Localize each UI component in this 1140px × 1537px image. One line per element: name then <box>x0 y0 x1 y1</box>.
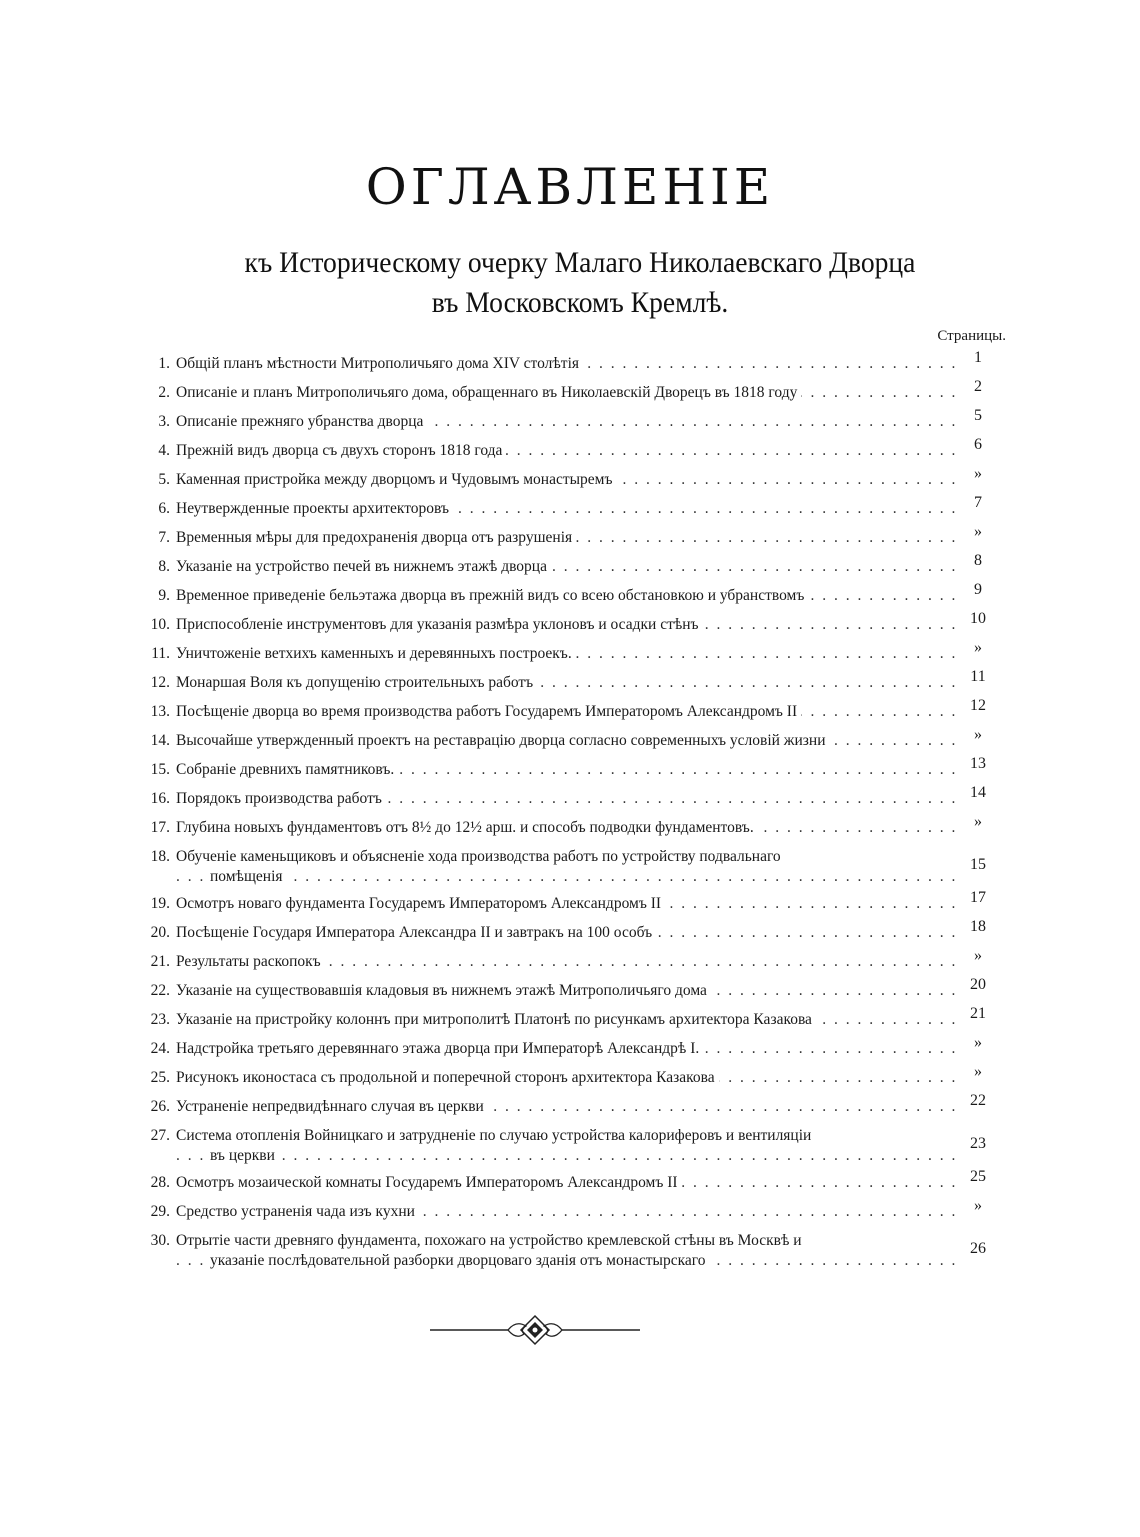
toc-entry-title: Посѣщеніе дворца во время производства работъ Государемъ Императоромъ Александромъ II . . . <box>176 702 958 722</box>
toc-entry-title: Прежній видъ дворца съ двухъ сторонъ 1818 года . . . <box>176 441 958 461</box>
toc-entry <box>128 1168 998 1193</box>
toc-entry-page: 1 <box>974 349 982 366</box>
toc-entry-number: 6. <box>158 500 170 517</box>
toc-entry <box>128 1126 998 1166</box>
toc-entry-page: 17 <box>970 889 986 906</box>
toc-entry-number: 26. <box>150 1098 170 1115</box>
pages-column-header: Страницы. <box>937 328 1006 344</box>
toc-entry-number: 14. <box>150 732 170 749</box>
toc-entry-page: » <box>974 947 982 964</box>
toc-entry-title: Глубина новыхъ фундаментовъ отъ 8½ до 12½ арш. и способъ подводки фундаментовъ. . . . <box>176 818 958 838</box>
toc-entry-number: 9. <box>158 587 170 604</box>
toc-entry <box>128 668 998 693</box>
toc-entry-page: » <box>974 465 982 482</box>
toc-entry <box>128 784 998 809</box>
toc-entry-number: 23. <box>150 1011 170 1028</box>
toc-entry-title: Указаніе на пристройку колоннъ при митрополитѣ Платонѣ по рисункамъ архитектора Казакова . . . <box>176 1010 958 1030</box>
toc-entry-page: 7 <box>974 494 982 511</box>
toc-entry-page: » <box>974 813 982 830</box>
toc-entry-title: Неутвержденные проекты архитекторовъ . . . <box>176 499 958 519</box>
toc-entry-title: Временное приведеніе бельэтажа дворца въ прежній видъ со всею обстановкою и убранствомъ . . . <box>176 586 958 606</box>
toc-entry-page: 5 <box>974 407 982 424</box>
toc-entry <box>128 697 998 722</box>
toc-entry-number: 4. <box>158 442 170 459</box>
toc-entry <box>128 1231 998 1271</box>
toc-entry-number: 19. <box>150 895 170 912</box>
toc-entry-number: 7. <box>158 529 170 546</box>
toc-entry-number: 15. <box>150 761 170 778</box>
toc-entry <box>128 610 998 635</box>
toc-entry-page: 25 <box>970 1168 986 1185</box>
toc-entry-page: 22 <box>970 1092 986 1109</box>
toc-entry-number: 18. <box>150 848 170 865</box>
toc-entry <box>128 494 998 519</box>
toc-entry-number: 17. <box>150 819 170 836</box>
toc-entry-number: 28. <box>150 1174 170 1191</box>
toc-entry-page: 15 <box>970 856 986 873</box>
toc-entry-title: Указаніе на устройство печей въ нижнемъ этажѣ дворца . . . <box>176 557 958 577</box>
toc-entry-number: 22. <box>150 982 170 999</box>
toc-entry <box>128 407 998 432</box>
toc-entry <box>128 1092 998 1117</box>
toc-entry-title: Монаршая Воля къ допущенію строительныхъ работъ . . . <box>176 673 958 693</box>
toc-entry-title: Каменная пристройка между дворцомъ и Чудовымъ монастыремъ . . . <box>176 470 958 490</box>
toc-entry-number: 30. <box>150 1232 170 1249</box>
toc-entry-title: Осмотръ новаго фундамента Государемъ Императоромъ Александромъ II . . . <box>176 894 958 914</box>
toc-entry-page: 13 <box>970 755 986 772</box>
toc-entry <box>128 552 998 577</box>
toc-entry <box>128 436 998 461</box>
toc-entry-number: 13. <box>150 703 170 720</box>
toc-entry-title: Общій планъ мѣстности Митрополичьяго дома XIV столѣтія . . . <box>176 354 958 374</box>
toc-entry-title: Собраніе древнихъ памятниковъ. . . . <box>176 760 958 780</box>
toc-entry-number: 12. <box>150 674 170 691</box>
toc-entry-page: 8 <box>974 552 982 569</box>
toc-entry <box>128 378 998 403</box>
toc-entry-number: 5. <box>158 471 170 488</box>
toc-entry <box>128 639 998 664</box>
toc-entry <box>128 349 998 374</box>
toc-entry-page: » <box>974 726 982 743</box>
toc-entry-title: Средство устраненія чада изъ кухни . . . <box>176 1202 958 1222</box>
toc-entry-number: 10. <box>150 616 170 633</box>
toc-entry <box>128 465 998 490</box>
toc-entry-title: Осмотръ мозаической комнаты Государемъ Императоромъ Александромъ II . . . <box>176 1173 958 1193</box>
toc-entry <box>128 918 998 943</box>
toc-entry-page: 6 <box>974 436 982 453</box>
subtitle-line-1: къ Историческому очерку Малаго Николаевскаго Дворца <box>244 246 916 279</box>
toc-entry-title: Рисунокъ иконостаса съ продольной и поперечной сторонъ архитектора Казакова . . . <box>176 1068 958 1088</box>
toc-entry-number: 8. <box>158 558 170 575</box>
toc-entry <box>128 889 998 914</box>
toc-entry <box>128 976 998 1001</box>
toc-entry-number: 24. <box>150 1040 170 1057</box>
toc-entry-number: 11. <box>151 645 170 662</box>
toc-entry-page: 20 <box>970 976 986 993</box>
toc-entry-title: Временныя мѣры для предохраненія дворца отъ разрушенія . . . <box>176 528 958 548</box>
decorative-ornament-icon <box>430 1310 640 1350</box>
subtitle-line-2: въ Московскомъ Кремлѣ. <box>431 286 729 319</box>
toc-entry <box>128 1197 998 1222</box>
toc-entry-number: 1. <box>158 355 170 372</box>
toc-entry-number: 29. <box>150 1203 170 1220</box>
toc-entry <box>128 1063 998 1088</box>
toc-entry-page: 26 <box>970 1240 986 1257</box>
page-title: ОГЛАВЛЕНІЕ <box>365 158 775 216</box>
toc-entry <box>128 1034 998 1059</box>
toc-entry-number: 20. <box>150 924 170 941</box>
toc-entry-title: Обученіе каменьщиковъ и объясненіе хода производства работъ по устройству подвальнаго помѣщенія . . . <box>176 847 958 887</box>
toc-entry-title: Описаніе и планъ Митрополичьяго дома, обращеннаго въ Николаевскій Дворецъ въ 1818 году . . . <box>176 383 958 403</box>
toc-entry-title: Порядокъ производства работъ . . . <box>176 789 958 809</box>
toc-entry-title: Уничтоженіе ветхихъ каменныхъ и деревянныхъ построекъ. . . . <box>176 644 958 664</box>
toc-entry <box>128 847 998 887</box>
toc-entry-page: 9 <box>974 581 982 598</box>
toc-entry-page: » <box>974 1063 982 1080</box>
toc-entry-title: Описаніе прежняго убранства дворца . . . <box>176 412 958 432</box>
toc-entry <box>128 1005 998 1030</box>
toc-entry-page: » <box>974 1034 982 1051</box>
toc-entry-page: » <box>974 1197 982 1214</box>
toc-entry-number: 3. <box>158 413 170 430</box>
toc-entry-page: 12 <box>970 697 986 714</box>
toc-entry-title: Устраненіе непредвидѣннаго случая въ церкви . . . <box>176 1097 958 1117</box>
toc-entry-number: 27. <box>150 1127 170 1144</box>
toc-entry <box>128 755 998 780</box>
toc-entry <box>128 813 998 838</box>
toc-entry <box>128 523 998 548</box>
toc-entry-page: 18 <box>970 918 986 935</box>
toc-entry-number: 16. <box>150 790 170 807</box>
toc-entry <box>128 947 998 972</box>
toc-entry-title: Приспособленіе инструментовъ для указанія размѣра уклоновъ и осадки стѣнъ . . . <box>176 615 958 635</box>
toc-entry-title: Система отопленія Войницкаго и затрудненіе по случаю устройства калориферовъ и вентиляціи въ церкви . . . <box>176 1126 958 1166</box>
toc-entry-title: Результаты раскопокъ . . . <box>176 952 958 972</box>
toc-entry-title: Надстройка третьяго деревяннаго этажа дворца при Императорѣ Александрѣ I. . . . <box>176 1039 958 1059</box>
toc-entry-title: Указаніе на существовавшія кладовыя въ нижнемъ этажѣ Митрополичьяго дома . . . <box>176 981 958 1001</box>
toc-entry-page: » <box>974 639 982 656</box>
toc-entry-page: 23 <box>970 1135 986 1152</box>
toc-entry-page: 2 <box>974 378 982 395</box>
toc-entry-page: 21 <box>970 1005 986 1022</box>
toc-entry <box>128 726 998 751</box>
toc-entry-page: 11 <box>970 668 986 685</box>
toc-entry-number: 21. <box>150 953 170 970</box>
toc-entry-page: 14 <box>970 784 986 801</box>
toc-entry-title: Посѣщеніе Государя Императора Александра II и завтракъ на 100 особъ . . . <box>176 923 958 943</box>
toc-entry-page: » <box>974 523 982 540</box>
toc-entry-number: 2. <box>158 384 170 401</box>
toc-entry-number: 25. <box>150 1069 170 1086</box>
toc-entry-title: Высочайше утвержденный проектъ на реставрацію дворца согласно современныхъ условій жизни . . . <box>176 731 958 751</box>
toc-entry-title: Отрытіе части древняго фундамента, похожаго на устройство кремлевской стѣны въ Москвѣ и указаніе послѣдовательной разборки дворцоваго зданія отъ монастырскаго . . . <box>176 1231 958 1271</box>
toc-entry-page: 10 <box>970 610 986 627</box>
toc-entry <box>128 581 998 606</box>
